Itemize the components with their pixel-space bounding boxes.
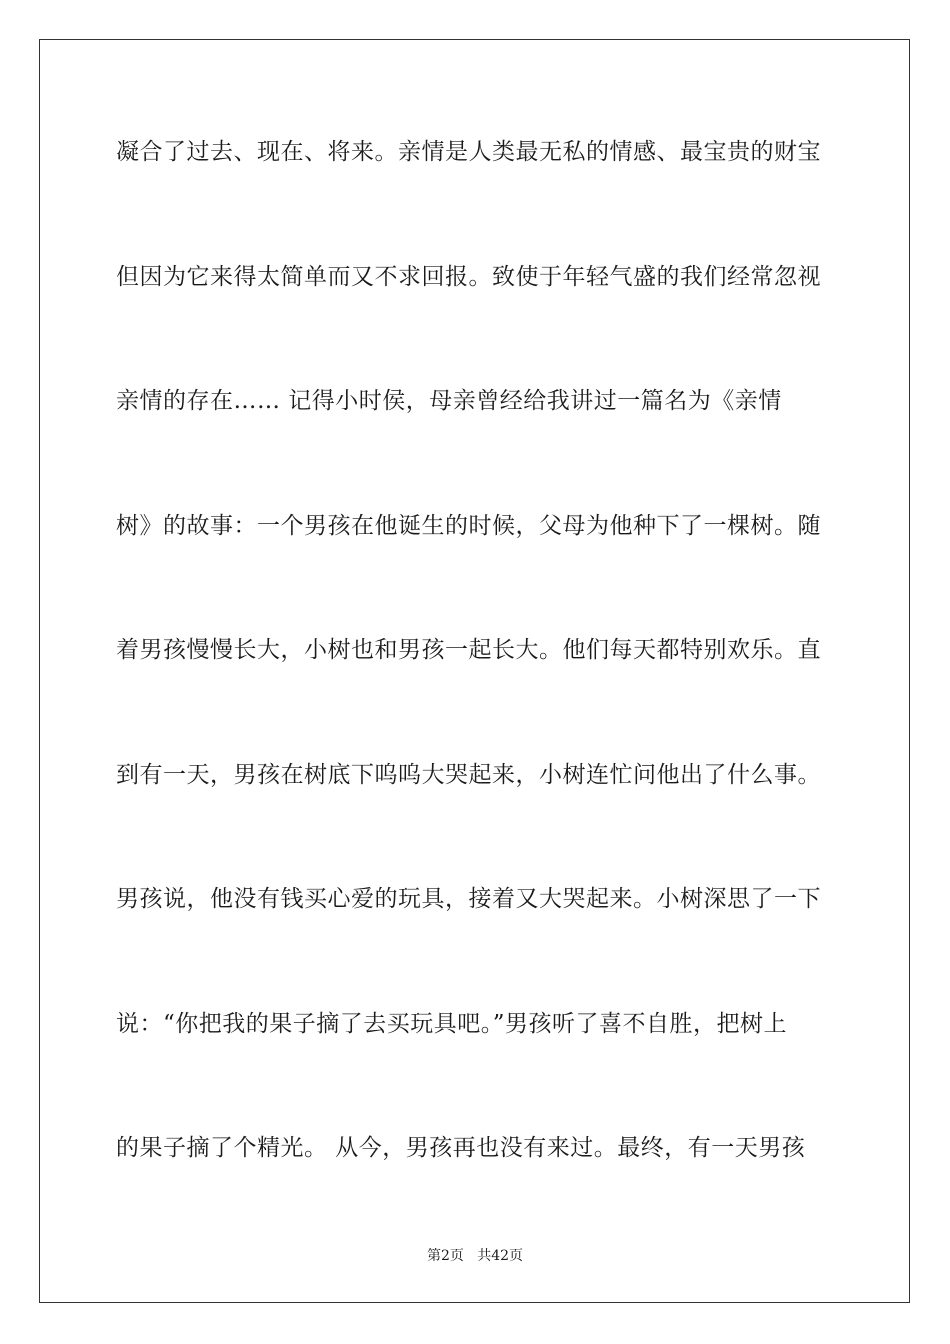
document-body: [116, 126, 836, 1247]
text-line-6: 到有一天，男孩在树底下呜呜大哭起来，小树连忙问他出了什么事。: [116, 761, 821, 788]
text-line-8: 说：“你把我的果子摘了去买玩具吧。”男孩听了喜不自胜，把树上: [116, 1010, 788, 1037]
text-line-1: 凝合了过去、现在、将来。亲情是人类最无私的情感、最宝贵的财宝: [116, 139, 821, 165]
text-line-3: 亲情的存在…… 记得小时侯，母亲曾经给我讲过一篇名为《亲情: [116, 388, 782, 414]
text-line-5: 着男孩慢慢长大，小树也和男孩一起长大。他们每天都特别欢乐。直: [116, 637, 821, 663]
text-line-7: 男孩说，他没有钱买心爱的玩具，接着又大哭起来。小树深思了一下: [116, 886, 821, 912]
page-number-footer: 第2页 共42页: [426, 1248, 524, 1264]
text-line-9: 的果子摘了个精光。 从今，男孩再也没有来过。最终，有一天男孩: [116, 1135, 806, 1161]
text-line-4: 树》的故事：一个男孩在他诞生的时候，父母为他种下了一棵树。随: [116, 512, 821, 539]
text-line-2: 但因为它来得太简单而又不求回报。致使于年轻气盛的我们经常忽视: [116, 263, 821, 290]
